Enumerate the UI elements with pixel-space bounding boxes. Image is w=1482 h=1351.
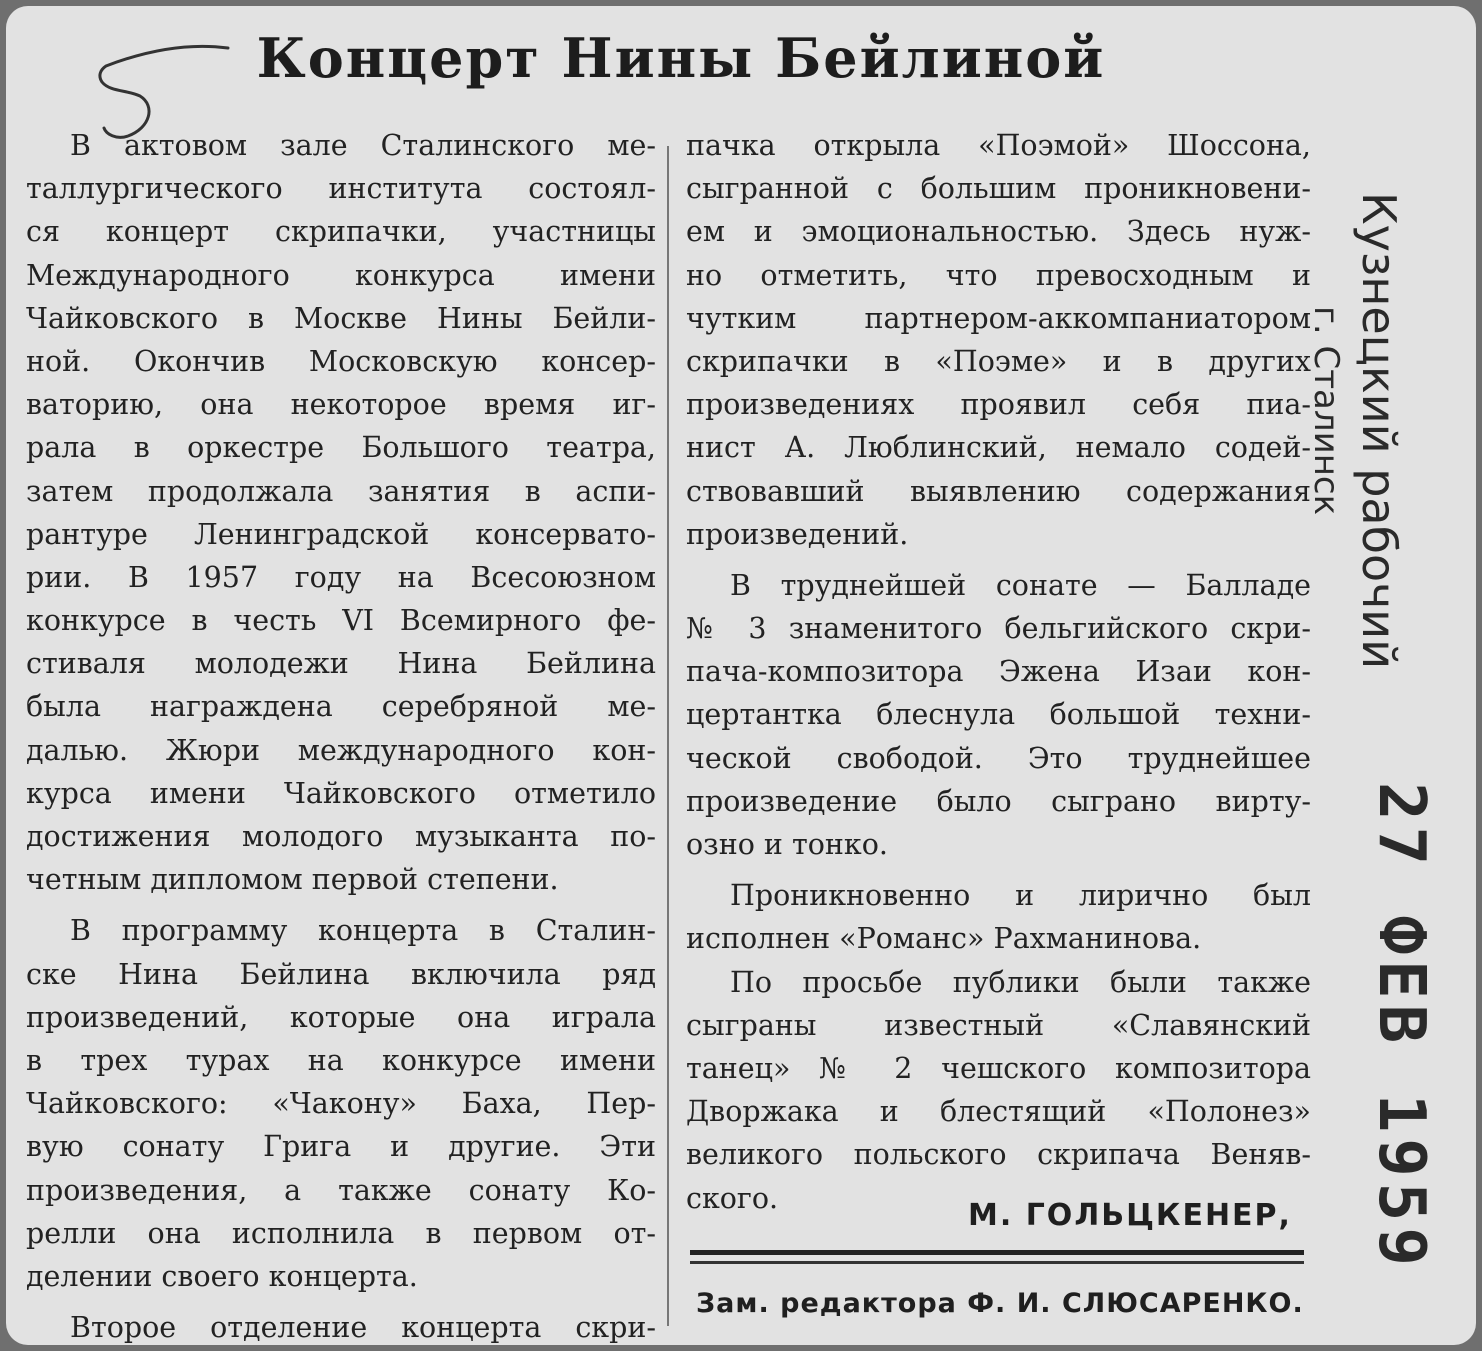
- text-line: произведениях проявил себя пиа-: [686, 388, 1311, 422]
- text-line: произведений, которые она играла: [26, 1000, 656, 1034]
- text-line: В труднейшей сонате — Балладе: [730, 568, 1311, 602]
- text-line: ческой свободой. Это труднейшее: [686, 741, 1311, 775]
- text-line: сыграны известный «Славянский: [686, 1008, 1311, 1042]
- text-line: стиваля молодежи Нина Бейлина: [26, 647, 656, 681]
- stamp-newspaper: Кузнецкий рабочий: [1352, 192, 1406, 670]
- text-line: затем продолжала занятия в аспи-: [26, 474, 656, 508]
- newspaper-clipping: [6, 6, 1476, 1345]
- text-line: ваторию, она некоторое время иг-: [26, 388, 656, 422]
- text-line: курса имени Чайковского отметило: [26, 776, 656, 810]
- text-line: конкурсе в честь VI Всемирного фе-: [26, 604, 656, 638]
- text-line: исполнен «Романс» Рахманинова.: [686, 922, 1202, 956]
- text-line: произведений.: [686, 517, 909, 551]
- text-line: Чайковского в Москве Нины Бейли-: [26, 301, 656, 335]
- text-line: По просьбе публики были также: [730, 965, 1311, 999]
- paragraph-gap: [26, 1298, 656, 1306]
- text-line: ем и эмоциональностью. Здесь нуж-: [686, 215, 1311, 249]
- text-line: № 3 знаменитого бельгийского скри-: [686, 612, 1311, 646]
- text-line: достижения молодого музыканта по-: [26, 820, 656, 853]
- text-line: вую сонату Грига и другие. Эти: [26, 1130, 656, 1164]
- text-line: цертантка блеснула большой техни-: [686, 698, 1311, 732]
- text-line: делении своего концерта.: [26, 1259, 418, 1293]
- text-line: но отметить, что превосходным и: [686, 258, 1311, 292]
- text-line: четным дипломом первой степени.: [26, 863, 559, 897]
- author-signature: М. ГОЛЬЦКЕНЕР,: [968, 1198, 1292, 1233]
- text-line: танец» № 2 чешского композитора: [686, 1051, 1311, 1085]
- text-line: великого польского скрипача Веняв-: [686, 1138, 1311, 1172]
- text-line: Международного конкурса имени: [26, 258, 656, 292]
- paragraph-gap: [686, 866, 1311, 874]
- text-line: Второе отделение концерта скри-: [70, 1311, 656, 1345]
- article-title: Концерт Нины Бейлиной: [256, 26, 1106, 90]
- text-line: чутким партнером-аккомпаниатором: [686, 301, 1311, 335]
- text-line: скрипачки в «Поэме» и в других: [686, 344, 1311, 378]
- text-line: ске Нина Бейлина включила ряд: [26, 957, 656, 991]
- text-line: произведения, а также сонату Ко-: [26, 1173, 656, 1207]
- text-line: нист А. Люблинский, немало содей-: [686, 431, 1311, 465]
- text-line: ского.: [686, 1181, 779, 1215]
- text-line: Проникновенно и лирично был: [730, 879, 1311, 913]
- text-line: В программу концерта в Сталин-: [70, 914, 656, 948]
- text-line: таллургического института состоял-: [26, 172, 656, 206]
- text-line: ствовавший выявлению содержания: [686, 474, 1311, 508]
- text-line: рантуре Ленинградской консервато-: [26, 517, 656, 551]
- stamp-date: 27 ФЕВ 1959: [1364, 782, 1438, 1272]
- paragraph-gap: [686, 556, 1311, 564]
- column-divider: [667, 146, 669, 1326]
- text-line: сыгранной с большим проникновени-: [686, 172, 1311, 206]
- editor-line: Зам. редактора Ф. И. СЛЮСАРЕНКО.: [696, 1288, 1304, 1319]
- text-line: релли она исполнила в первом от-: [26, 1216, 656, 1250]
- text-line: произведение было сыграно вирту-: [686, 784, 1311, 818]
- text-line: пача-композитора Эжена Изаи кон-: [686, 655, 1311, 689]
- text-line: в трех турах на конкурсе имени: [26, 1043, 656, 1077]
- text-line: далью. Жюри международного кон-: [26, 733, 656, 767]
- stamp-city: г. Сталинск: [1306, 306, 1346, 516]
- text-line: ной. Окончив Московскую консер-: [26, 344, 656, 378]
- text-line: была награждена серебряной ме-: [26, 690, 656, 724]
- double-rule-divider: [690, 1250, 1304, 1264]
- text-line: Чайковского: «Чакону» Баха, Пер-: [26, 1087, 656, 1121]
- text-line: пачка открыла «Поэмой» Шоссона,: [686, 129, 1311, 162]
- right-column: [686, 124, 1311, 1220]
- text-line: ся концерт скрипачки, участницы: [26, 215, 656, 249]
- text-line: В актовом зале Сталинского ме-: [70, 129, 656, 162]
- text-line: рии. В 1957 году на Всесоюзном: [26, 560, 656, 594]
- paragraph-gap: [26, 901, 656, 909]
- text-line: Дворжака и блестящий «Полонез»: [686, 1095, 1311, 1129]
- text-line: озно и тонко.: [686, 828, 888, 861]
- left-column: [26, 124, 656, 1345]
- text-line: рала в оркестре Большого театра,: [26, 431, 656, 465]
